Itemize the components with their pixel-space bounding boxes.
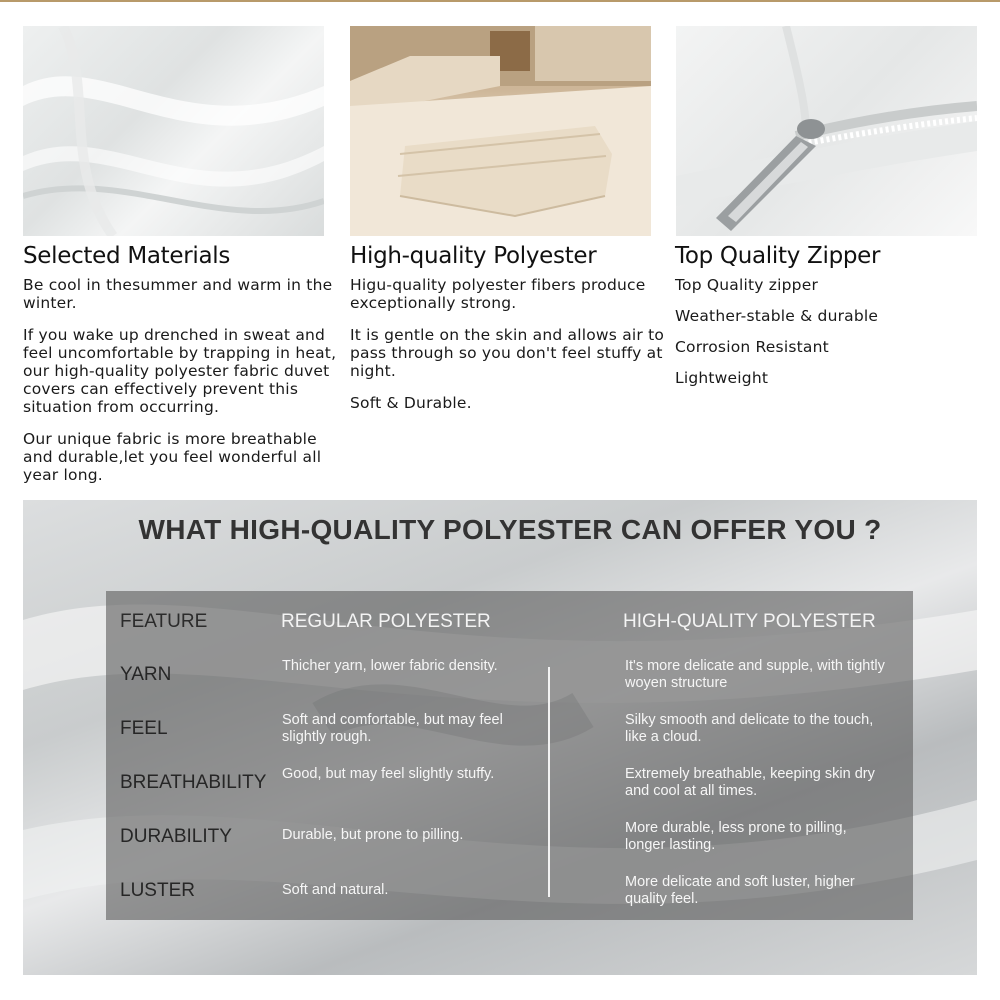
row-feature-breathability: BREATHABILITY bbox=[120, 772, 267, 793]
feature-paragraph: Be cool in thesummer and warm in the winter. bbox=[23, 276, 333, 312]
row-high-feel: Silky smooth and delicate to the touch, like a cloud. bbox=[625, 712, 874, 745]
row-regular-durability: Durable, but prone to pilling. bbox=[282, 827, 464, 843]
zipper-photo bbox=[676, 26, 977, 236]
row-feature-durability: DURABILITY bbox=[120, 826, 232, 847]
feature-paragraph: Soft & Durable. bbox=[350, 394, 472, 412]
feature-title: High-quality Polyester bbox=[350, 243, 597, 269]
row-regular-breathability: Good, but may feel slightly stuffy. bbox=[282, 766, 495, 782]
row-feature-feel: FEEL bbox=[120, 718, 168, 739]
row-regular-luster: Soft and natural. bbox=[282, 882, 389, 898]
row-regular-yarn: Thicher yarn, lower fabric density. bbox=[282, 658, 498, 674]
header-feature: FEATURE bbox=[120, 611, 208, 632]
feature-paragraph: Higu-quality polyester fibers produce exceptionally strong. bbox=[350, 276, 646, 312]
header-regular-polyester: REGULAR POLYESTER bbox=[281, 611, 491, 632]
feature-column-materials bbox=[23, 236, 341, 498]
feature-paragraph: Our unique fabric is more breathable and durable,let you feel wonderful all year long. bbox=[23, 430, 322, 484]
header-high-quality-polyester: HIGH-QUALITY POLYESTER bbox=[623, 611, 876, 632]
feature-title: Selected Materials bbox=[23, 243, 231, 269]
comparison-table bbox=[106, 591, 913, 920]
row-high-yarn: It's more delicate and supple, with tightly woyen structure bbox=[625, 658, 885, 691]
row-feature-luster: LUSTER bbox=[120, 880, 195, 901]
row-high-durability: More durable, less prone to pilling, longer lasting. bbox=[625, 820, 847, 853]
folded-sheets-photo bbox=[350, 26, 651, 236]
feature-column-zipper bbox=[675, 236, 993, 400]
row-feature-yarn: YARN bbox=[120, 664, 172, 685]
feature-paragraph: Weather-stable & durable bbox=[675, 307, 879, 325]
feature-paragraph: Top Quality zipper bbox=[675, 276, 819, 294]
feature-title: Top Quality Zipper bbox=[675, 243, 881, 269]
row-high-breathability: Extremely breathable, keeping skin dry and cool at all times. bbox=[625, 766, 875, 799]
row-regular-feel: Soft and comfortable, but may feel slightly rough. bbox=[282, 712, 503, 745]
feature-paragraph: If you wake up drenched in sweat and feel uncomfortable by trapping in heat, our high-quality polyester fabric duvet covers can effectively prevent this situation from occurring. bbox=[23, 326, 337, 416]
top-accent-rule bbox=[0, 0, 1000, 2]
fabric-photo bbox=[23, 26, 324, 236]
row-high-luster: More delicate and soft luster, higher quality feel. bbox=[625, 874, 855, 907]
column-divider bbox=[548, 667, 550, 897]
feature-paragraph: Lightweight bbox=[675, 369, 769, 387]
feature-paragraph: Corrosion Resistant bbox=[675, 338, 829, 356]
comparison-title: WHAT HIGH-QUALITY POLYESTER CAN OFFER YOU ? bbox=[138, 514, 882, 545]
feature-column-polyester bbox=[350, 236, 668, 426]
feature-paragraph: It is gentle on the skin and allows air to pass through so you don't feel stuffy at night. bbox=[350, 326, 665, 380]
